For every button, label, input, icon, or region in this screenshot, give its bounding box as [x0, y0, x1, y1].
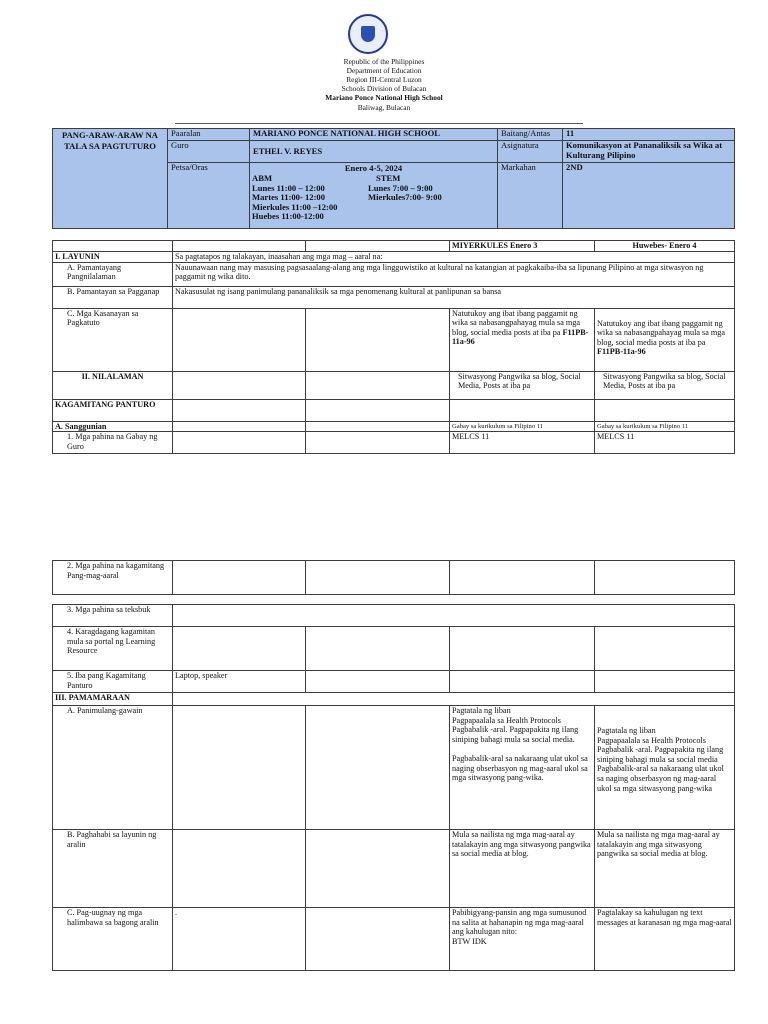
- kasanayan-col3: Natutukoy ang ibat ibang paggamit ng wika sa nabasangpahayag mula sa mga blog, social media posts at iba pa F11PB-11a-96: [450, 308, 595, 371]
- petsa-label: Petsa/Oras: [168, 163, 250, 229]
- pag-uugnay-label: C. Pag-uugnay ng mga halimbawa sa bagong aralin: [53, 908, 173, 971]
- markahan-value: 2ND: [563, 163, 735, 229]
- petsa-value: Enero 4-5, 2024: [344, 163, 403, 173]
- paghahabi-col3: Mula sa nailista ng mga mag-aaral ay tatalakayin ang mga sitwasyong pangwika sa social media at blog.: [450, 830, 595, 908]
- pag-uugnay-abbreviations: BTW IDK: [452, 936, 487, 946]
- guro-label: Guro: [168, 141, 250, 163]
- kasanayan-col4: Natutukoy ang ibat ibang paggamit ng wika sa nabasangpahayag mula sa mga blog, social media posts at iba pa F11PB-11a-96: [595, 308, 735, 371]
- sanggunian-col4: Gabay sa kurikulum sa Filipino 11: [595, 421, 735, 432]
- iba-pang-kagamitan-label: 5. Iba pang Kagamitang Panturo: [53, 671, 173, 693]
- sanggunian-heading: A. Sanggunian: [53, 421, 173, 432]
- main-table-part1: [52, 240, 735, 454]
- asignatura-label: Asignatura: [498, 141, 563, 163]
- abm-label: ABM: [252, 173, 273, 183]
- pamantayang-pangnilalaman-label: A. Pamantayang Pangnilalaman: [53, 262, 173, 286]
- pamantayang-pangnilalaman-text: Nauunawaan nang may masusing pagsasaalang-alang ang mga lingguwistiko at kultural na katangian at pagkakaiba-iba sa lipunang Pilipino at mga sitwasyon ng paggamit ng wika dito.: [173, 262, 735, 286]
- pamantayan-pagganap-text: Nakasusulat ng isang panimulang pananaliksik sa mga penomenang kultural at panlipunan sa bansa: [173, 286, 735, 308]
- pamantayan-pagganap-label: B. Pamantayan sa Pagganap: [53, 286, 173, 308]
- gabay-guro-label: 1. Mga pahina na Gabay ng Guro: [53, 432, 173, 454]
- nilalaman-heading: II. NILALAMAN: [53, 371, 173, 399]
- layunin-heading: I. LAYUNIN: [53, 252, 173, 263]
- dll-title: PANG-ARAW-ARAW NA TALA SA PAGTUTURO: [53, 129, 168, 229]
- nilalaman-col3: Sitwasyong Pangwika sa blog, Social Media, Posts at iba pa: [450, 371, 595, 399]
- kagamitan-heading: KAGAMITANG PANTURO: [53, 399, 173, 421]
- panimulang-gawain-col3: Pagtatala ng liban Pagpapaalala sa Health Protocols Pagbabalik -aral. Pagpapakita ng ilang siniping bahagi mula sa social media. Pagbabalik-aral sa nakaraang ulat ukol sa naging obserbasyon ng mag-aaral ukol sa mga sitwasyong pang-wika.: [450, 706, 595, 830]
- school-line: Mariano Ponce National High School: [325, 93, 443, 102]
- deped-seal-icon: [348, 14, 388, 54]
- region-line: Region III-Central Luzon: [346, 75, 422, 84]
- asignatura-value: Komunikasyon at Pananaliksik sa Wika at Kulturang Pilipino: [563, 141, 735, 163]
- stem-label: STEM: [376, 173, 401, 183]
- karagdagang-kagamitan-label: 4. Karagdagang kagamitan mula sa portal ng Learning Resource: [53, 627, 173, 671]
- kasanayan-label: C. Mga Kasanayan sa Pagkatuto: [53, 308, 173, 371]
- pag-uugnay-col2: .: [173, 908, 306, 971]
- pag-uugnay-col4: Pagtalakay sa kahulugan ng text messages at karanasan ng mga mag-aaral: [595, 908, 735, 971]
- paghahabi-col4: Mula sa nailista ng mga mag-aaral ay tatalakayin ang mga sitwasyong pangwika sa social media at blog.: [595, 830, 735, 908]
- stem-schedule: Lunes 7:00 – 9:00 Mierkules7:00- 9:00: [368, 182, 442, 202]
- baitang-value: 11: [563, 129, 735, 141]
- abm-schedule: Lunes 11:00 – 12:00 Martes 11:00- 12:00 Mierkules 11:00 –12:00 Huebes 11:00-12:00: [252, 182, 338, 221]
- guro-value: ETHEL V. REYES: [250, 141, 498, 163]
- teksbuk-label: 3. Mga pahina sa teksbuk: [53, 605, 173, 627]
- kasanayan-code: F11PB-11a-96: [452, 327, 589, 347]
- kasanayan-code: F11PB-11a-96: [597, 347, 646, 357]
- schedule-columns: [250, 174, 497, 222]
- pamamaraan-heading: III. PAMAMARAAN: [53, 693, 173, 706]
- nilalaman-col4: Sitwasyong Pangwika sa blog, Social Media, Posts at iba pa: [595, 371, 735, 399]
- paaralan-label: Paaralan: [168, 129, 250, 141]
- republic-line: Republic of the Philippines: [343, 57, 425, 66]
- day3-header: MIYERKULES Enero 3: [450, 241, 595, 252]
- info-table: [52, 128, 735, 229]
- layunin-intro: Sa pagtatapos ng talakayan, inaasahan ang mga mag – aaral na:: [173, 252, 735, 263]
- schedule-cell: [250, 163, 498, 229]
- melcs-col4: MELCS 11: [595, 432, 735, 454]
- division-line: Schools Division of Bulacan: [341, 84, 427, 93]
- iba-pang-kagamitan-value: Laptop, speaker: [173, 671, 306, 693]
- sanggunian-col3: Gabay sa kurikulum sa Filipino 11: [450, 421, 595, 432]
- panimulang-gawain-col4: Pagtatala ng liban Pagpapaalala sa Health Protocols Pagbabalik -aral. Pagpapakita ng ilang siniping bahagi mula sa social media Pagbabalik-aral sa nakaraang ulat ukol sa naging obserbasyon ng mag-aaral ukol sa mga sitwasyong pang-wika: [595, 706, 735, 830]
- department-line: Department of Education: [346, 66, 422, 75]
- paghahabi-label: B. Paghahabi sa layunin ng aralin: [53, 830, 173, 908]
- panimulang-gawain-label: A. Panimulang-gawain: [53, 706, 173, 830]
- header-divider: [175, 123, 583, 124]
- location-line: Baliwag, Bulacan: [357, 103, 411, 112]
- baitang-label: Baitang/Antas: [498, 129, 563, 141]
- paaralan-value: MARIANO PONCE NATIONAL HIGH SCHOOL: [250, 129, 498, 141]
- melcs-col3: MELCS 11: [450, 432, 595, 454]
- main-table-part3: [52, 604, 735, 971]
- day4-header: Huwebes- Enero 4: [595, 241, 735, 252]
- main-table-part2: [52, 560, 735, 595]
- kagamitang-pang-mag-aaral-label: 2. Mga pahina na kagamitang Pang-mag-aaral: [53, 561, 173, 595]
- markahan-label: Markahan: [498, 163, 563, 229]
- pag-uugnay-col3: Pabibigyang-pansin ang mga sumusunod na salita at hahanapin ng mga mag-aaral ang kahulugan nito: BTW IDK: [450, 908, 595, 971]
